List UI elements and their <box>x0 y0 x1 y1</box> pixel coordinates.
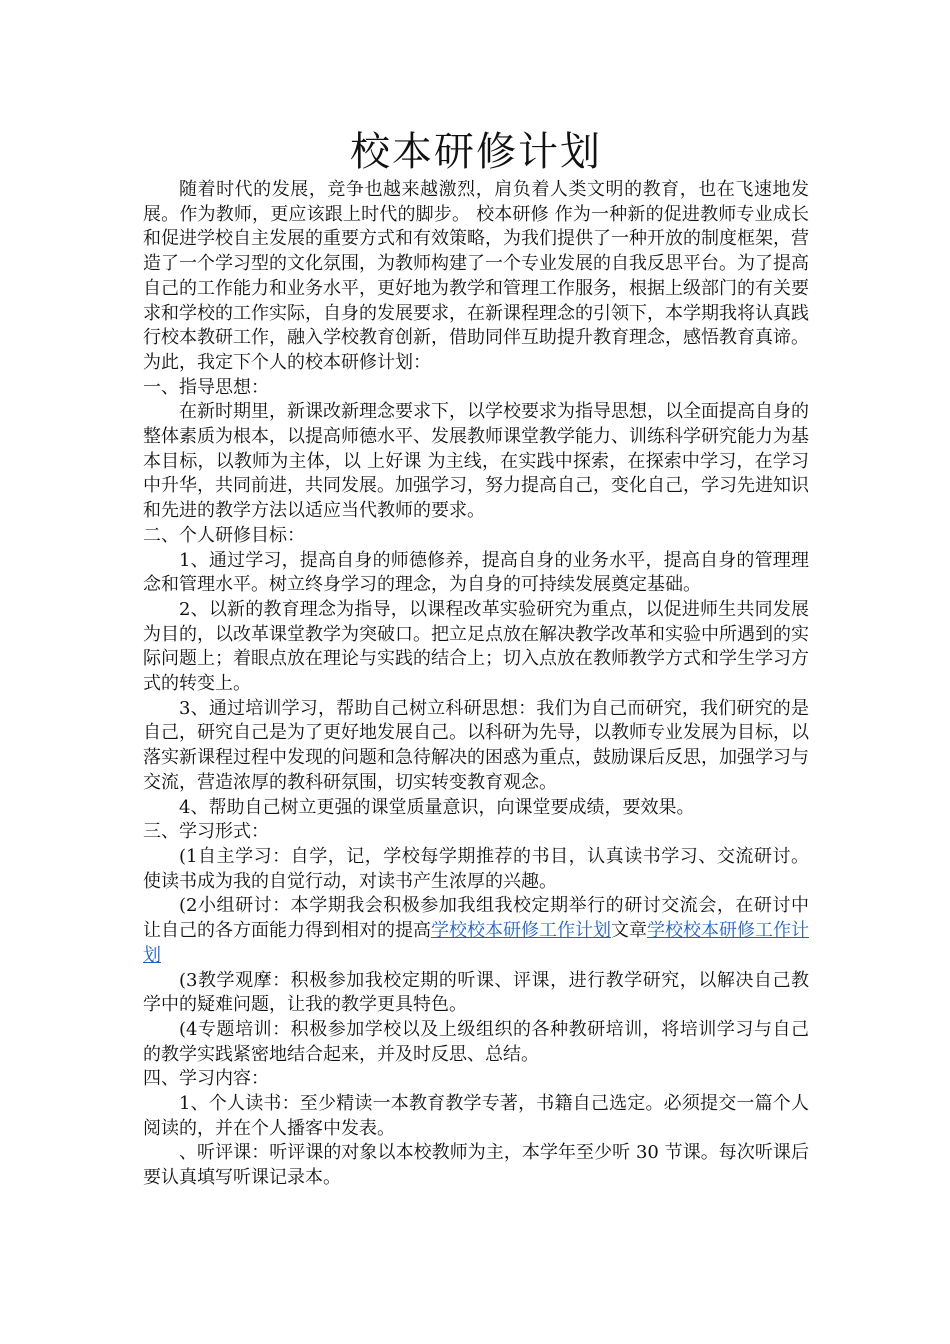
guiding-thought-paragraph: 在新时期里，新课改新理念要求下，以学校要求为指导思想，以全面提高自身的整体素质为根本，以提高师德水平、发展教师课堂教学能力、训练科学研究能力为基本目标，以教师为主体，以 上好课 为主线，在实践中探索，在探索中学习，在学习中升华，共同前进，共同发展。加强学习，努力提高自己，变化自己，学习先进知识和先进的教学方法以适应当代教师的要求。 <box>143 401 809 522</box>
plan-link-1[interactable]: 学校校本研修工作计划 <box>431 920 611 942</box>
goal-paragraph-3: 3、通过培训学习，帮助自己树立科研思想：我们为自己而研究，我们研究的是自己，研究自己是为了更好地发展自己。以科研为先导，以教师专业发展为目标，以落实新课程过程中发现的问题和急待解决的困惑为重点，鼓励课后反思，加强学习与交流，营造浓厚的教科研氛围，切实转变教育观念。 <box>143 697 809 793</box>
section-heading-learning-forms: 三、学习形式： <box>143 821 269 843</box>
form-paragraph-2-mid: 文章 <box>611 920 647 942</box>
goal-paragraph-1: 1、通过学习，提高自身的师德修养，提高自身的业务水平，提高自身的管理理念和管理水平。树立终身学习的理念，为自身的可持续发展奠定基础。 <box>143 549 809 596</box>
plan-link-2[interactable]: 学校校本研修工作计划 <box>143 920 809 966</box>
form-paragraph-2 <box>143 894 809 968</box>
form-paragraph-2-text: (2小组研讨：本学期我会积极参加我组我校定期举行的研讨交流会，在研讨中让自己的各方面能力得到相对的提高 <box>143 895 809 942</box>
intro-paragraph: 随着时代的发展，竞争也越来越激烈，肩负着人类文明的教育，也在飞速地发展。作为教师，更应该跟上时代的脚步。 校本研修 作为一种新的促进教师专业成长和促进学校自主发展的重要方式和有效策略，为我们提供了一种开放的制度框架，营造了一个学习型的文化氛围，为教师构建了一个专业发展的自我反思平台。为了提高自己的工作能力和业务水平，更好地为教学和管理工作服务，根据上级部门的有关要求和学校的工作实际，自身的发展要求，在新课程理念的引领下，本学期我将认真践行校本教研工作，融入学校教育创新，借助同伴互助提升教育理念，感悟教育真谛。为此，我定下个人的校本研修计划： <box>143 179 809 373</box>
goal-paragraph-2: 2、以新的教育理念为指导，以课程改革实验研究为重点，以促进师生共同发展为目的，以改革课堂教学为突破口。把立足点放在解决教学改革和实验中所遇到的实际问题上；着眼点放在理论与实践的结合上；切入点放在教师教学方式和学生学习方式的转变上。 <box>143 598 809 695</box>
form-paragraph-4: (4专题培训：积极参加学校以及上级组织的各种教研培训，将培训学习与自己的教学实践紧密地结合起来，并及时反思、总结。 <box>143 1018 809 1065</box>
goal-paragraph-4: 4、帮助自己树立更强的课堂质量意识，向课堂要成绩，要效果。 <box>179 796 695 818</box>
section-heading-personal-goals: 二、个人研修目标： <box>143 524 305 546</box>
section-heading-guiding-thought: 一、指导思想： <box>143 376 269 398</box>
form-paragraph-3: (3教学观摩：积极参加我校定期的听课、评课，进行教学研究，以解决自己教学中的疑难问题，让我的教学更具特色。 <box>143 969 809 1016</box>
content-paragraph-1: 1、个人读书：至少精读一本教育教学专著，书籍自己选定。必须提交一篇个人阅读的，并在个人播客中发表。 <box>143 1093 809 1139</box>
content-paragraph-2: 、听评课：听评课的对象以本校教师为主，本学年至少听 30 节课。每次听课后要认真填写听课记录本。 <box>143 1142 809 1189</box>
section-heading-learning-content: 四、学习内容： <box>143 1068 269 1090</box>
document-body <box>143 126 809 1191</box>
form-paragraph-1: (1自主学习：自学，记，学校每学期推荐的书目，认真读书学习、交流研讨。使读书成为我的自觉行动，对读书产生浓厚的兴趣。 <box>143 845 809 892</box>
document-title: 校本研修计划 <box>350 129 602 175</box>
